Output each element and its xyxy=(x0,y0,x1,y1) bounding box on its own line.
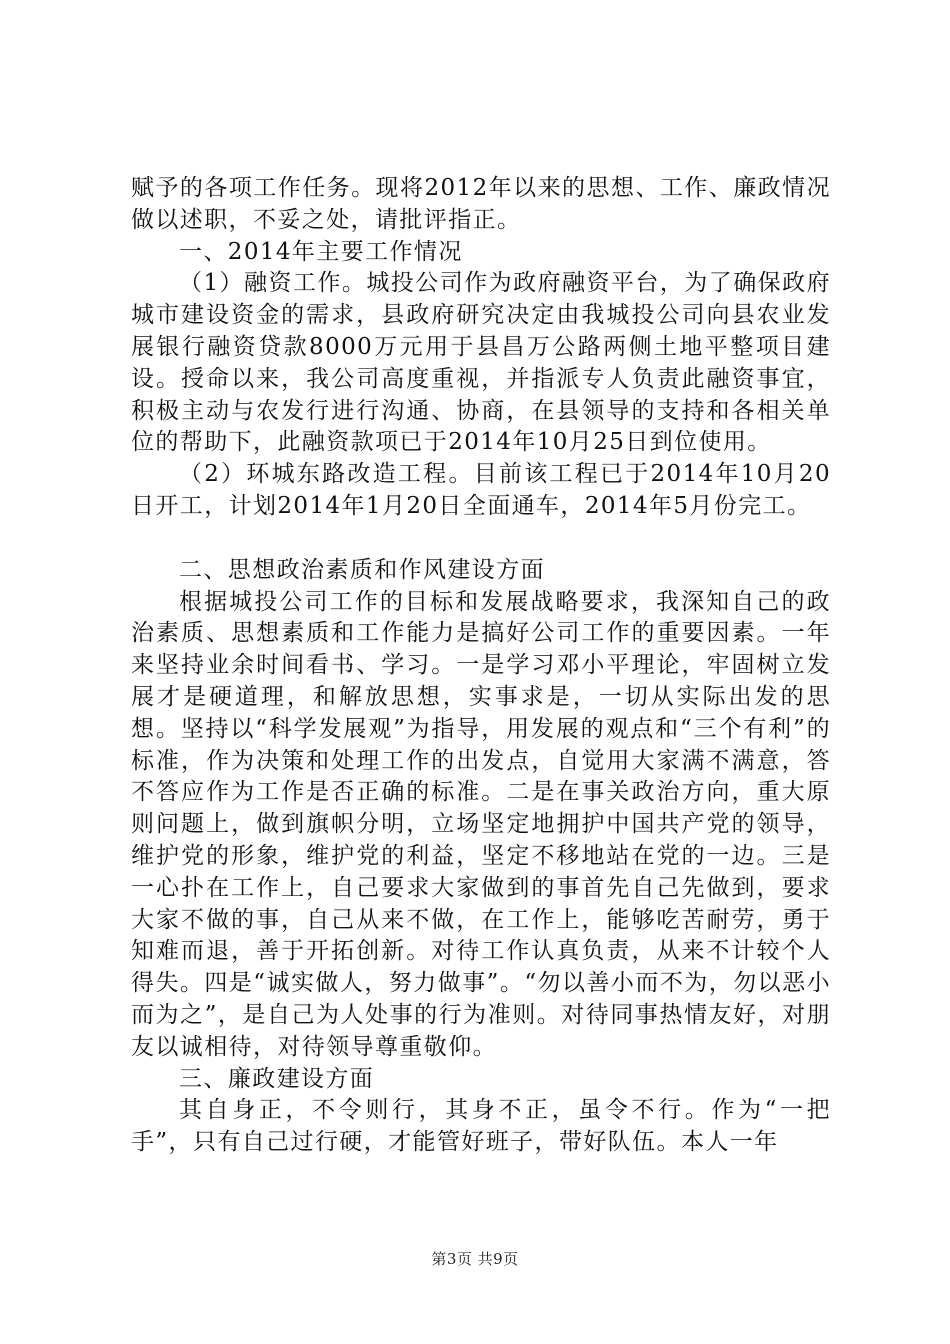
page-number-footer: 第3页 共9页 xyxy=(431,1250,519,1268)
paragraph-spacer xyxy=(131,523,831,555)
paragraph-integrity: 其自身正，不令则行，其身不正，虽令不行。作为“一把手”，只有自己过行硬，才能管好班子，带好队伍。本人一年 xyxy=(131,1097,831,1156)
document-body xyxy=(131,173,831,1159)
paragraph-intro: 赋予的各项工作任务。现将2012年以来的思想、工作、廉政情况做以述职，不妥之处，请批评指正。 xyxy=(131,175,831,233)
paragraph-financing: （1）融资工作。城投公司作为政府融资平台，为了确保政府城市建设资金的需求，县政府研究决定由我城投公司向县农业发展银行融资贷款8000万元用于县昌万公路两侧土地平整项目建设。授命以来，我公司高度重视，并指派专人负责此融资事宜，积极主动与农发行进行沟通、协商，在县领导的支持和各相关单位的帮助下，此融资款项已于2014年10月25日到位使用。 xyxy=(131,270,831,456)
paragraph-road-project: （2）环城东路改造工程。目前该工程已于2014年10月20日开工，计划2014年1月20日全面通车，2014年5月份完工。 xyxy=(131,461,831,519)
paragraph-political-quality: 根据城投公司工作的目标和发展战略要求，我深知自己的政治素质、思想素质和工作能力是搞好公司工作的重要因素。一年来坚持业余时间看书、学习。一是学习邓小平理论，牢固树立发展才是硬道理，和解放思想，实事求是，一切从实际出发的思想。坚持以“科学发展观”为指导，用发展的观点和“三个有利”的标准，作为决策和处理工作的出发点，自觉用大家满不满意，答不答应作为工作是否正确的标准。二是在事关政治方向，重大原则问题上，做到旗帜分明，立场坚定地拥护中国共产党的领导，维护党的形象，维护党的利益，坚定不移地站在党的一边。三是一心扑在工作上，自己要求大家做到的事首先自己先做到，要求大家不做的事，自己从来不做，在工作上，能够吃苦耐劳，勇于知难而退，善于开拓创新。对待工作认真负责，从来不计较个人得失。四是“诚实做人，努力做事”。“勿以善小而不为，勿以恶小而为之”，是自己为人处事的行为准则。对待同事热情友好，对朋友以诚相待，对待领导尊重敬仰。 xyxy=(131,588,831,1060)
heading-section-three: 三、廉政建设方面 xyxy=(179,1065,375,1092)
heading-section-two: 二、思想政治素质和作风建设方面 xyxy=(179,556,545,583)
heading-section-one: 一、2014年主要工作情况 xyxy=(179,238,463,265)
